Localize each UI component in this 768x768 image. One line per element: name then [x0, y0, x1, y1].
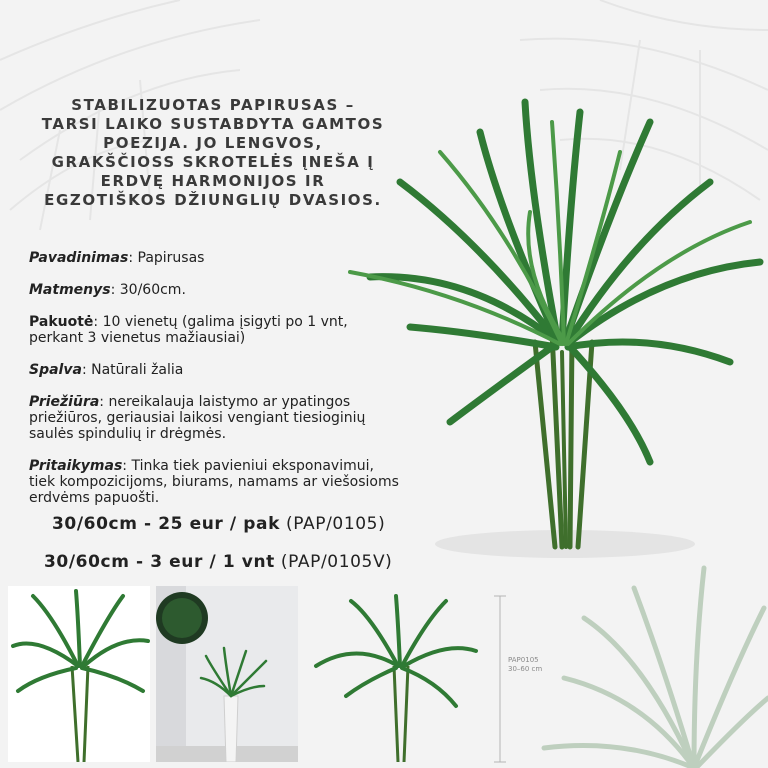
interior-vase-icon	[156, 586, 298, 762]
thumbnail-photo-2	[156, 586, 298, 762]
price-text: 30/60cm - 3 eur / 1 vnt	[44, 552, 275, 572]
spec-value: : Papirusas	[128, 250, 205, 266]
dimension-size: 30–60 cm	[508, 665, 543, 673]
spec-value: : 30/60cm.	[110, 282, 186, 298]
spec-value: : 10 vienetų (galima įsigyti po 1 vnt, perkant 3 vienetus mažiausiai)	[29, 314, 348, 346]
faded-papyrus-decoration	[524, 548, 768, 768]
thumbnail-photo-3	[306, 586, 524, 768]
spec-label: Pakuotė	[29, 314, 94, 330]
papyrus-thumbnail-icon	[8, 586, 150, 762]
papyrus-dimension-icon	[306, 586, 524, 768]
spec-label: Pritaikymas	[29, 458, 123, 474]
spec-label: Matmenys	[29, 282, 111, 298]
spec-value: : Tinka tiek pavieniui eksponavimui, tiek kompozicijoms, biurams, namams ar viešosioms erdvėms papuošti.	[29, 458, 399, 506]
spec-label: Spalva	[29, 362, 82, 378]
spec-label: Priežiūra	[29, 394, 100, 410]
papyrus-product-image	[330, 92, 768, 562]
price-text: 30/60cm - 25 eur / pak	[52, 514, 280, 534]
price-code: (PAP/0105V)	[274, 552, 393, 572]
thumbnail-photo-1	[8, 586, 150, 762]
spec-value: : nereikalauja laistymo ar ypatingos priežiūros, geriausiai laikosi vengiant tiesioginių saulės spindulių ir drėgmės.	[29, 394, 366, 442]
dimension-code: PAP0105	[508, 656, 539, 664]
spec-value: : Natūrali žalia	[81, 362, 184, 378]
headline: STABILIZUOTAS PAPIRUSAS – TARSI LAIKO SUSTABDYTA GAMTOS POEZIJA. JO LENGVOS, GRAKŠČIOSS SKROTELĖS ĮNEŠA Į ERDVĘ HARMONIJOS IR EGZOTIŠKOS DŽIUNGLIŲ DVASIOS.	[41, 96, 385, 209]
price-code: (PAP/0105)	[280, 514, 386, 534]
spec-label: Pavadinimas	[29, 250, 129, 266]
